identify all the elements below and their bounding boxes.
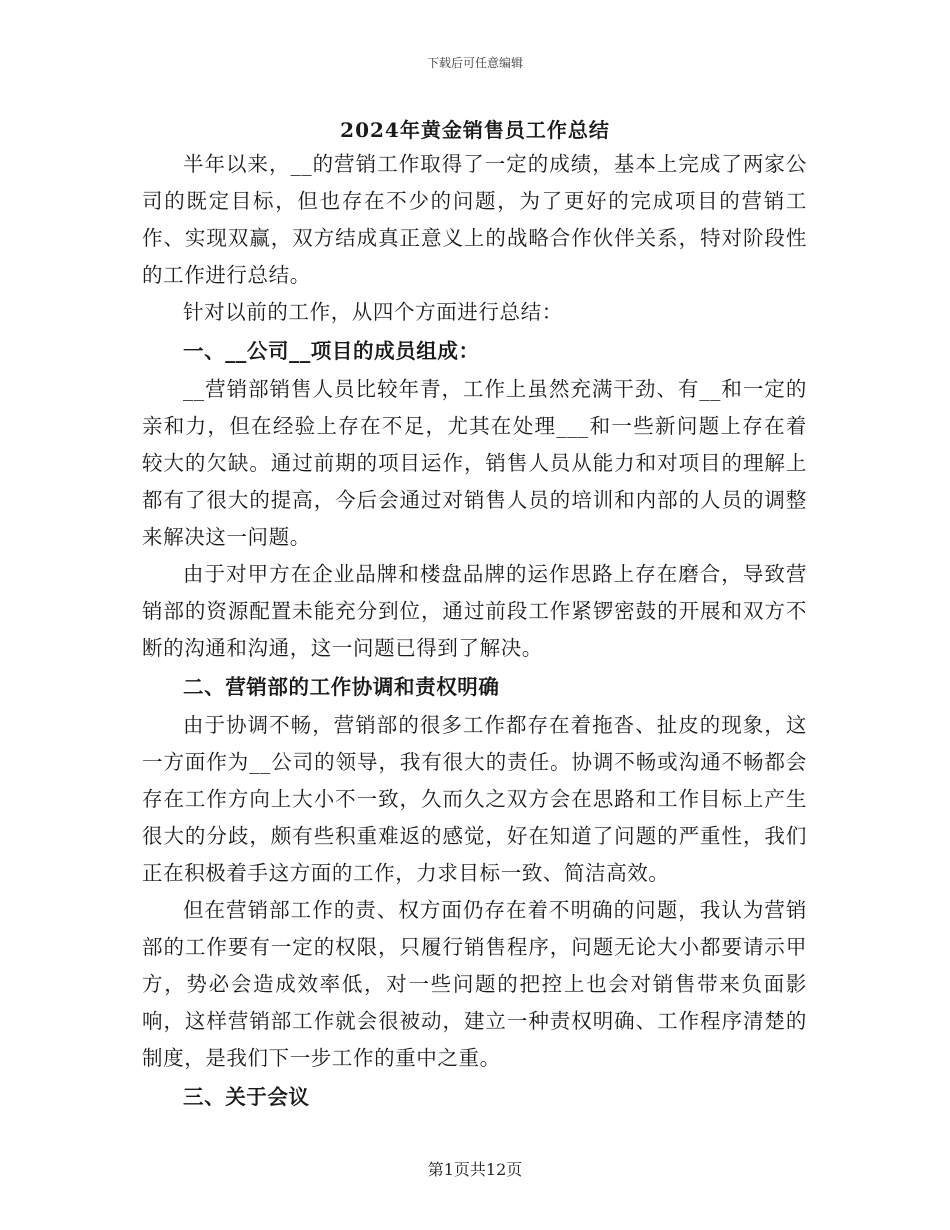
paragraph-intro: 半年以来，__的营销工作取得了一定的成绩，基本上完成了两家公司的既定目标，但也存在不少的问题，为了更好的完成项目的营销工作、实现双赢，双方结成真正意义上的战略合作伙伴关系，特对阶段性的工作进行总结。 [142, 152, 807, 287]
section-heading-3: 三、关于会议 [183, 1085, 310, 1109]
paragraph-team: __营销部销售人员比较年青，工作上虽然充满干劲、有__和一定的亲和力，但在经验上存在不足，尤其在处理___和一些新问题上存在着较大的欠缺。通过前期的项目运作，销售人员从能力和对项目的理解上都有了很大的提高，今后会通过对销售人员的培训和内部的人员的调整来解决这一问题。 [142, 377, 807, 549]
document-body [142, 146, 807, 1117]
paragraph-authority: 但在营销部工作的责、权方面仍存在着不明确的问题，我认为营销部的工作要有一定的权限，只履行销售程序，问题无论大小都要请示甲方，势必会造成效率低，对一些问题的把控上也会对销售带来负面影响，这样营销部工作就会很被动，建立一种责权明确、工作程序清楚的制度，是我们下一步工作的重中之重。 [142, 898, 807, 1070]
section-heading-2: 二、营销部的工作协调和责权明确 [183, 675, 500, 699]
page-number-footer: 第1页共12页 [427, 1160, 523, 1179]
paragraph-coordination: 由于协调不畅，营销部的很多工作都存在着拖沓、扯皮的现象，这一方面作为__公司的领导，我有很大的责任。协调不畅或沟通不畅都会存在工作方向上大小不一致，久而久之双方会在思路和工作目标上产生很大的分歧，颇有些积重难返的感觉，好在知道了问题的严重性，我们正在积极着手这方面的工作，力求目标一致、简洁高效。 [142, 713, 807, 885]
paragraph-outline: 针对以前的工作，从四个方面进行总结： [183, 300, 563, 324]
paragraph-resources: 由于对甲方在企业品牌和楼盘品牌的运作思路上存在磨合，导致营销部的资源配置未能充分到位，通过前段工作紧锣密鼓的开展和双方不断的沟通和沟通，这一问题已得到了解决。 [142, 562, 807, 660]
section-heading-1: 一、__公司__项目的成员组成： [183, 339, 480, 363]
header-note: 下载后可任意编辑 [426, 56, 523, 70]
document-title: 2024年黄金销售员工作总结 [340, 118, 610, 142]
